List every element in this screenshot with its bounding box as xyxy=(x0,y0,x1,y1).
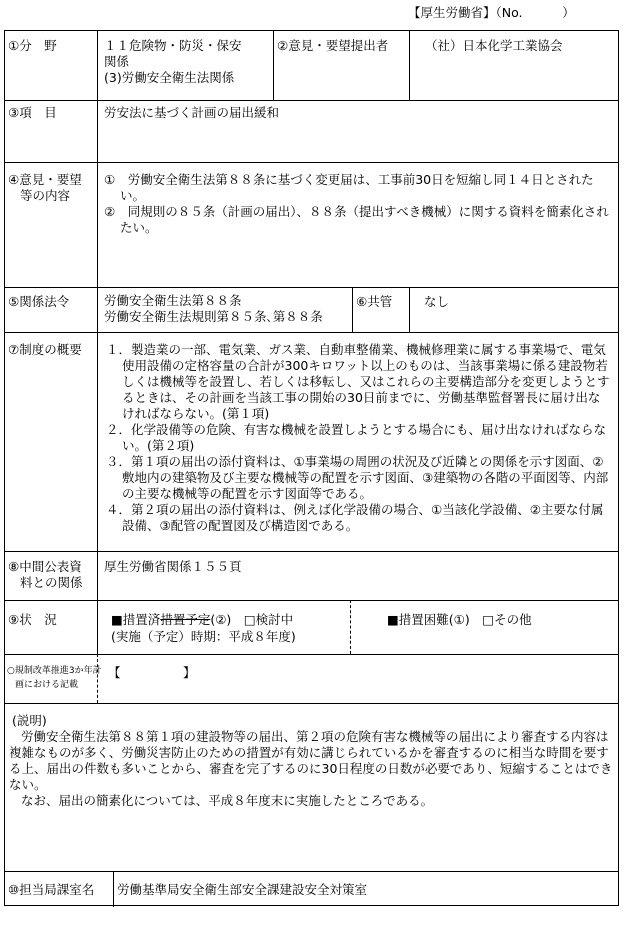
status-measure-suffix: (②) xyxy=(210,612,232,627)
overview-label: ⑦制度の概要 xyxy=(8,342,82,357)
opinion-item: ① 労働安全衛生法第８８条に基づく変更届は、工事前30日を短縮し同１４日とされたい。 xyxy=(104,172,594,203)
office-value: 労働基準局安全衛生部安全課建設安全対策室 xyxy=(117,882,368,897)
law-line-2: 労働安全衛生法規則第８５条､第８８条 xyxy=(104,309,323,324)
office-label: ⑩担当局課室名 xyxy=(8,882,95,897)
explanation-body xyxy=(9,729,615,809)
label-column-divider xyxy=(113,871,114,907)
document-header: 【厚生労働省】（No. ） xyxy=(408,5,575,20)
plan-label-line-1: ○規制改革推進3か年計 xyxy=(7,666,102,676)
column-divider xyxy=(409,287,410,332)
field-value-line-1: １１危険物・防災・保安 xyxy=(104,38,242,53)
opinion-content xyxy=(104,172,612,236)
status-measure-done: ■措置済 xyxy=(111,612,161,627)
item-value: 労安法に基づく計画の届出緩和 xyxy=(104,105,280,120)
interim-label-line-1: ⑧中間公表資 xyxy=(8,559,82,574)
joint-value: なし xyxy=(424,294,450,309)
plan-value: 【 】 xyxy=(108,665,196,680)
plan-label-line-2: 画における記載 xyxy=(15,680,79,690)
status-label: ⑨状 況 xyxy=(8,612,57,627)
overview-item: ２．化学設備等の危険、有害な機械を設置しようとする場合にも、届け出なければならない。(第２項) xyxy=(106,422,607,453)
field-value-line-2: 関係 xyxy=(104,54,130,69)
explanation-heading: (説明) xyxy=(12,713,47,728)
overview-item: ４．第２項の届出の添付資料は、例えば化学設備の場合、①当該化学設備、②主要な付属設備、③配管の配置図及び構造図である。 xyxy=(106,502,604,533)
overview-content xyxy=(106,342,612,534)
requester-value: （社）日本化学工業協会 xyxy=(425,38,563,53)
column-divider xyxy=(352,287,353,332)
status-difficult-line xyxy=(387,612,532,628)
status-measure-line xyxy=(111,612,293,628)
row-divider xyxy=(5,871,618,872)
opinion-label-line-2: 等の内容 xyxy=(20,188,71,203)
status-difficult: ■措置困難(①) xyxy=(387,612,470,627)
explanation-paragraph: なお、届出の簡素化については、平成８年度末に実施したところである。 xyxy=(21,793,434,808)
request-form-table xyxy=(4,30,619,906)
interim-value: 厚生労働省関係１５５頁 xyxy=(104,559,242,574)
label-column-divider xyxy=(97,551,98,654)
overview-item: １．製造業の一部、電気業、ガス業、自動車整備業、機械修理業に属する事業場で、電気使用設備の定格容量の合計が300キロワット以上のものは、当該事業場に係る建設物若しくは機械等を設置し、若しくは移転し、又はこれらの主要構造部分を変更しようとするときは、その計画を当該工事の開始の30日前までに、労働基準監督署長に届け出なければならない。(第１項) xyxy=(106,342,610,421)
interim-label-line-2: 料との関係 xyxy=(20,575,83,590)
field-label: ①分 野 xyxy=(8,38,57,53)
joint-label: ⑥共管 xyxy=(356,294,393,309)
label-column-divider xyxy=(97,31,98,551)
opinion-label-line-1: ④意見・要望 xyxy=(8,172,82,187)
overview-item: ３．第１項の届出の添付資料は、①事業場の周囲の状況及び近隣との関係を示す図面、②敷地内の建築物及び主要な機械等の配置を示す図面、③建築物の各階の平面図等、内部の主要な機械等の配置を示す図面等である。 xyxy=(106,454,609,501)
explanation-paragraph: 労働安全衛生法第８８第１項の建設物等の届出、第２項の危険有害な機械等の届出により審査する内容は複雑なものが多く、労働災害防止のための措置が有効に講じられているかを審査するのに相当な時間を要する上、届出の件数も多いことから、審査を完了するのに30日程度の日数が必要であり、短縮することはできない。 xyxy=(9,729,613,792)
column-divider xyxy=(273,31,274,100)
law-label: ⑤関係法令 xyxy=(8,294,70,309)
law-line-1: 労働安全衛生法第８８条 xyxy=(104,293,242,308)
field-value-line-3: (3)労働安全衛生法関係 xyxy=(104,70,235,85)
label-column-divider-dashed xyxy=(97,654,98,703)
status-measure-planned: 措置予定 xyxy=(160,612,211,627)
opinion-item: ② 同規則の８５条（計画の届出）、８８条（提出すべき機械）に関する資料を簡素化されたい。 xyxy=(104,204,609,235)
row-divider xyxy=(5,703,618,704)
column-divider xyxy=(409,31,410,100)
status-note: (実施（予定）時期：平成８年度) xyxy=(111,629,296,644)
status-under-review: □検討中 xyxy=(243,612,294,627)
status-other: □その他 xyxy=(482,612,532,627)
requester-label: ②意見・要望提出者 xyxy=(277,38,389,53)
item-label: ③項 目 xyxy=(8,105,57,120)
status-dashed-divider xyxy=(350,600,351,654)
